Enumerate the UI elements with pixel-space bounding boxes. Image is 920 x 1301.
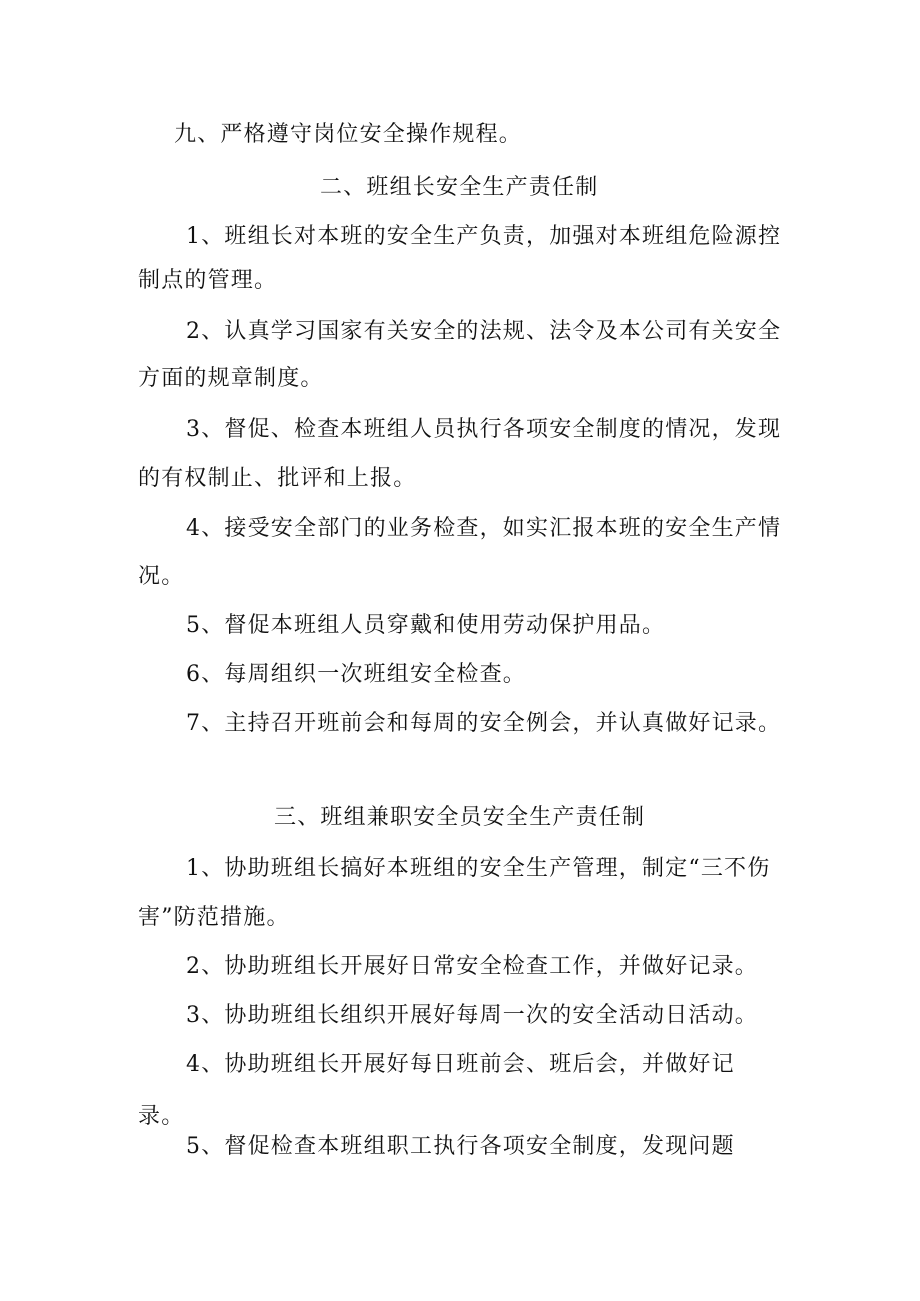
item-9-text: 九、严格遵守岗位安全操作规程。 [174,122,523,147]
section-2-item-4-line-2: 况。 [138,564,185,589]
section-3-item-4-line-1: 4、协助班组长开展好每日班前会、班后会，并做好记 [186,1052,735,1077]
section-3-title: 三、班组兼职安全员安全生产责任制 [274,805,646,830]
section-3-item-5-line-1: 5、督促检查本班组职工执行各项安全制度，发现问题 [186,1134,735,1159]
section-3-item-1-line-1: 1、协助班组长搞好本班组的安全生产管理，制定“三不伤 [186,856,771,881]
section-3-item-1-line-2: 害”防范措施。 [138,905,290,930]
section-3-item-4-line-2: 录。 [138,1104,185,1129]
section-2-item-4-line-1: 4、接受安全部门的业务检查，如实汇报本班的安全生产情 [186,516,782,541]
section-2-item-1-line-1: 1、班组长对本班的安全生产负责，加强对本班组危险源控 [186,224,782,249]
section-2-title: 二、班组长安全生产责任制 [320,175,599,200]
section-3-item-3: 3、协助班组长组织开展好每周一次的安全活动日活动。 [186,1003,758,1028]
section-3-item-2: 2、协助班组长开展好日常安全检查工作，并做好记录。 [186,954,758,979]
section-2-item-6: 6、每周组织一次班组安全检查。 [186,662,526,687]
section-2-item-3-line-2: 的有权制止、批评和上报。 [138,466,417,491]
section-2-item-5: 5、督促本班组人员穿戴和使用劳动保护用品。 [186,613,666,638]
section-2-item-2-line-1: 2、认真学习国家有关安全的法规、法令及本公司有关安全 [186,319,782,344]
section-2-item-7: 7、主持召开班前会和每周的安全例会，并认真做好记录。 [186,711,782,736]
section-2-item-2-line-2: 方面的规章制度。 [138,366,324,391]
section-2-item-1-line-2: 制点的管理。 [138,268,278,293]
section-2-item-3-line-1: 3、督促、检查本班组人员执行各项安全制度的情况，发现 [186,417,782,442]
